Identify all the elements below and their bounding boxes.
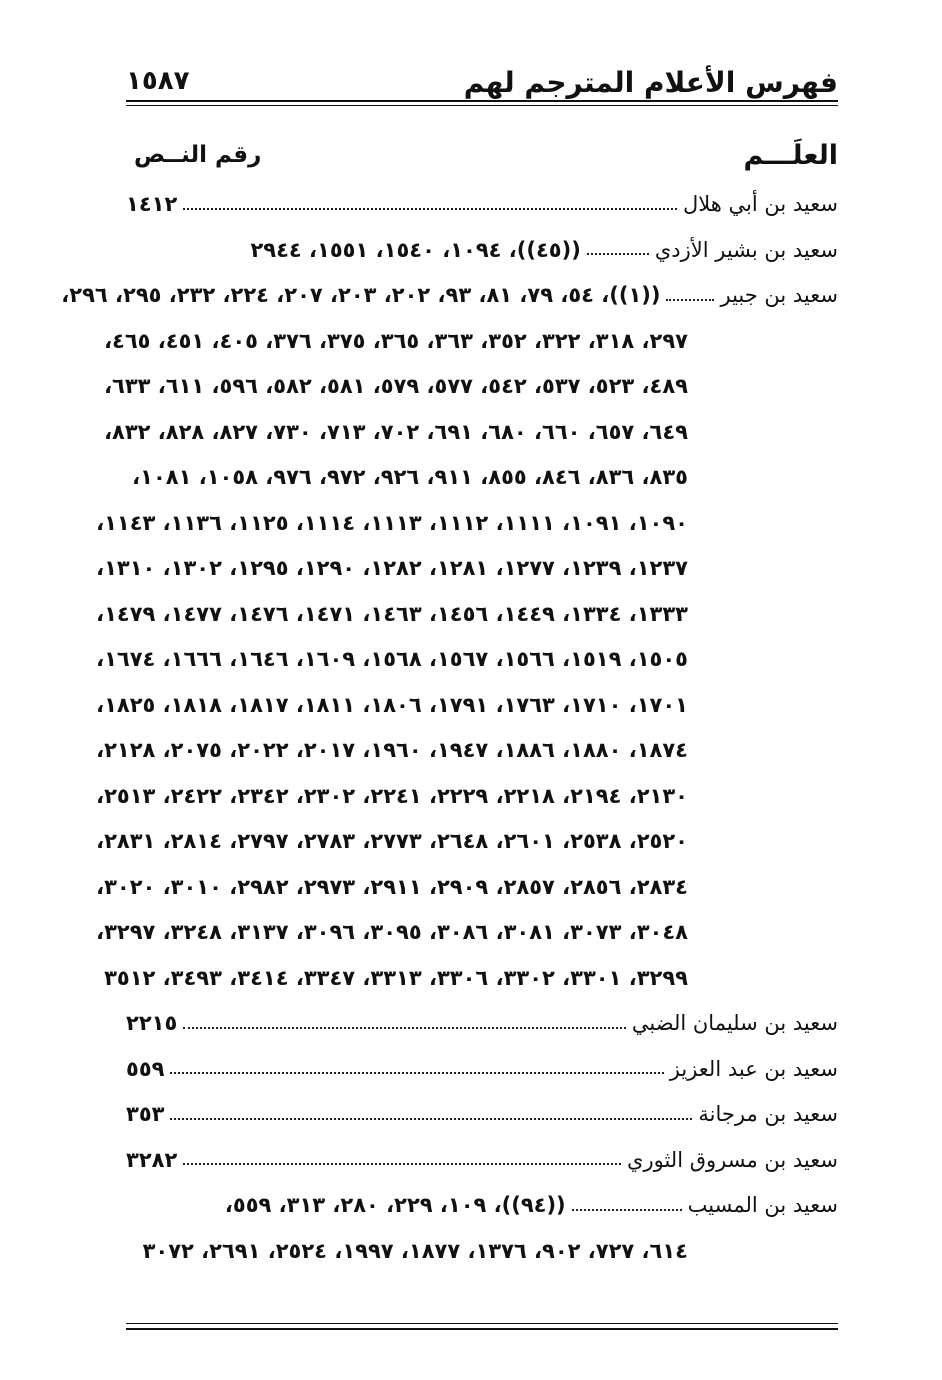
entry-name: سعيد بن مرجانة <box>698 1102 838 1126</box>
header-rule-thick <box>126 100 838 102</box>
entry-continuation <box>96 501 838 547</box>
entry-refs: ((٤٥))، ١٠٩٤، ١٥٤٠، ١٥٥١، ٢٩٤٤ <box>250 237 581 262</box>
entry-refs: ٢٥٢٠، ٢٥٣٨، ٢٦٠١، ٢٦٤٨، ٢٧٧٣، ٢٧٨٣، ٢٧٩٧، ٢٨١٤، ٢٨٣١، <box>96 829 688 853</box>
entry-continuation <box>104 410 838 456</box>
entry-name: سعيد بن مسروق الثوري <box>627 1147 838 1172</box>
entry-refs: ٥٥٩ <box>126 1056 165 1081</box>
column-heading-number: رقم النــص <box>134 142 262 168</box>
entry-refs: ٢٨٣٤، ٢٨٥٦، ٢٨٥٧، ٢٩٠٩، ٢٩١١، ٢٩٧٣، ٢٩٨٢، ٣٠١٠، ٣٠٢٠، <box>96 874 688 899</box>
entry-refs: ١٠٩٠، ١٠٩١، ١١١١، ١١١٢، ١١١٣، ١١١٤، ١١٢٥، ١١٣٦، ١١٤٣، <box>96 510 688 535</box>
dot-leader <box>587 253 649 255</box>
entry-continuation <box>104 319 838 365</box>
page-header <box>126 62 838 102</box>
entry-refs: ١٧٠١، ١٧١٠، ١٧٦٣، ١٧٩١، ١٨٠٦، ١٨١١، ١٨١٧، ١٨١٨، ١٨٢٥، <box>96 692 688 717</box>
dot-leader <box>170 1118 692 1120</box>
column-heading-name: العلَـــم <box>743 140 838 171</box>
entry-continuation <box>96 592 838 638</box>
footer-rule-thick <box>126 1328 838 1330</box>
header-rule-thin <box>126 105 838 106</box>
index-entry <box>126 1138 838 1184</box>
entry-refs: ٣٢٨٢ <box>126 1147 178 1172</box>
index-entry <box>126 1001 838 1047</box>
entry-refs: ١٣٣٣، ١٣٣٤، ١٤٤٩، ١٤٥٦، ١٤٦٣، ١٤٧١، ١٤٧٦، ١٤٧٧، ١٤٧٩، <box>96 601 688 626</box>
index-entry <box>126 182 838 228</box>
entry-continuation <box>126 1229 838 1275</box>
entry-continuation <box>96 637 838 683</box>
entry-continuation <box>96 683 838 729</box>
entry-name: سعيد بن أبي هلال <box>683 192 838 216</box>
page-number: ١٥٨٧ <box>126 66 190 96</box>
entry-refs: ((١))، ٥٤، ٧٩، ٨١، ٩٣، ٢٠٢، ٢٠٣، ٢٠٧، ٢٢٤، ٢٣٢، ٢٩٥، ٢٩٦، <box>61 283 661 307</box>
dot-leader <box>183 208 677 210</box>
dot-leader <box>572 1209 682 1211</box>
entry-refs: ٦١٤، ٧٢٧، ٩٠٢، ١٣٧٦، ١٨٧٧، ١٩٩٧، ٢٥٢٤، ٢٦٩١، ٣٠٧٢ <box>142 1238 688 1263</box>
index-entry <box>126 1183 838 1229</box>
dot-leader <box>183 1027 626 1029</box>
dot-leader <box>666 299 714 301</box>
column-headings <box>126 140 838 180</box>
entry-refs: ٤٨٩، ٥٢٣، ٥٣٧، ٥٤٢، ٥٧٧، ٥٧٩، ٥٨١، ٥٨٢، ٥٩٦، ٦١١، ٦٣٣، <box>104 374 688 398</box>
entry-refs: ١٥٠٥، ١٥١٩، ١٥٦٦، ١٥٦٧، ١٥٦٨، ١٦٠٩، ١٦٤٦، ١٦٦٦، ١٦٧٤، <box>96 647 688 671</box>
entry-refs: ٢٢١٥ <box>126 1011 178 1035</box>
index-entry <box>126 228 838 274</box>
entry-name: سعيد بن جبير <box>720 283 838 307</box>
index-entries <box>61 182 838 1274</box>
entry-continuation <box>96 910 838 956</box>
page-title: فهرس الأعلام المترجم لهم <box>463 66 838 99</box>
entry-refs: ٨٣٥، ٨٣٦، ٨٤٦، ٨٥٥، ٩١١، ٩٢٦، ٩٧٢، ٩٧٦، ١٠٥٨، ١٠٨١، <box>132 465 688 489</box>
entry-refs: ٣٢٩٩، ٣٣٠١، ٣٣٠٢، ٣٣٠٦، ٣٣١٣، ٣٣٤٧، ٣٤١٤، ٣٤٩٣، ٣٥١٢ <box>104 965 688 990</box>
entry-continuation <box>96 865 838 911</box>
entry-refs: ٣٥٣ <box>126 1102 165 1126</box>
entry-refs: ((٩٤))، ١٠٩، ٢٢٩، ٢٨٠، ٣١٣، ٥٥٩، <box>224 1193 566 1217</box>
entry-name: سعيد بن المسيب <box>687 1193 838 1217</box>
entry-name: سعيد بن عبد العزيز <box>669 1056 838 1081</box>
entry-refs: ٣٠٤٨، ٣٠٧٣، ٣٠٨١، ٣٠٨٦، ٣٠٩٥، ٣٠٩٦، ٣١٣٧، ٣٢٤٨، ٣٢٩٧، <box>96 920 688 944</box>
entry-continuation <box>96 546 838 592</box>
entry-continuation <box>104 364 838 410</box>
entry-continuation <box>126 455 838 501</box>
entry-continuation <box>96 728 838 774</box>
dot-leader <box>183 1163 621 1165</box>
entry-refs: ٢٩٧، ٣١٨، ٣٢٢، ٣٥٢، ٣٦٣، ٣٦٥، ٣٧٥، ٣٧٦، ٤٠٥، ٤٥١، ٤٦٥، <box>104 328 688 353</box>
entry-continuation <box>96 774 838 820</box>
entry-refs: ١٤١٢ <box>126 192 178 216</box>
entry-refs: ١٢٣٧، ١٢٣٩، ١٢٧٧، ١٢٨١، ١٢٨٢، ١٢٩٠، ١٢٩٥، ١٣٠٢، ١٣١٠، <box>96 556 688 580</box>
dot-leader <box>170 1072 663 1074</box>
index-entry <box>126 1092 838 1138</box>
entry-continuation <box>96 819 838 865</box>
entry-name: سعيد بن سليمان الضبي <box>631 1011 838 1035</box>
entry-refs: ٢١٣٠، ٢١٩٤، ٢٢١٨، ٢٢٢٩، ٢٢٤١، ٢٣٠٢، ٢٣٤٢، ٢٤٢٢، ٢٥١٣، <box>96 783 688 808</box>
footer-rule-thin <box>126 1323 838 1324</box>
index-entry <box>126 1047 838 1093</box>
entry-refs: ٦٤٩، ٦٥٧، ٦٦٠، ٦٨٠، ٦٩١، ٧٠٢، ٧١٣، ٧٣٠، ٨٢٧، ٨٢٨، ٨٣٢، <box>104 419 688 444</box>
index-entry <box>61 273 838 319</box>
entry-name: سعيد بن بشير الأزدي <box>654 237 838 262</box>
entry-continuation <box>104 956 838 1002</box>
entry-refs: ١٨٧٤، ١٨٨٠، ١٨٨٦، ١٩٤٧، ١٩٦٠، ٢٠١٧، ٢٠٢٢، ٢٠٧٥، ٢١٢٨، <box>96 738 688 762</box>
